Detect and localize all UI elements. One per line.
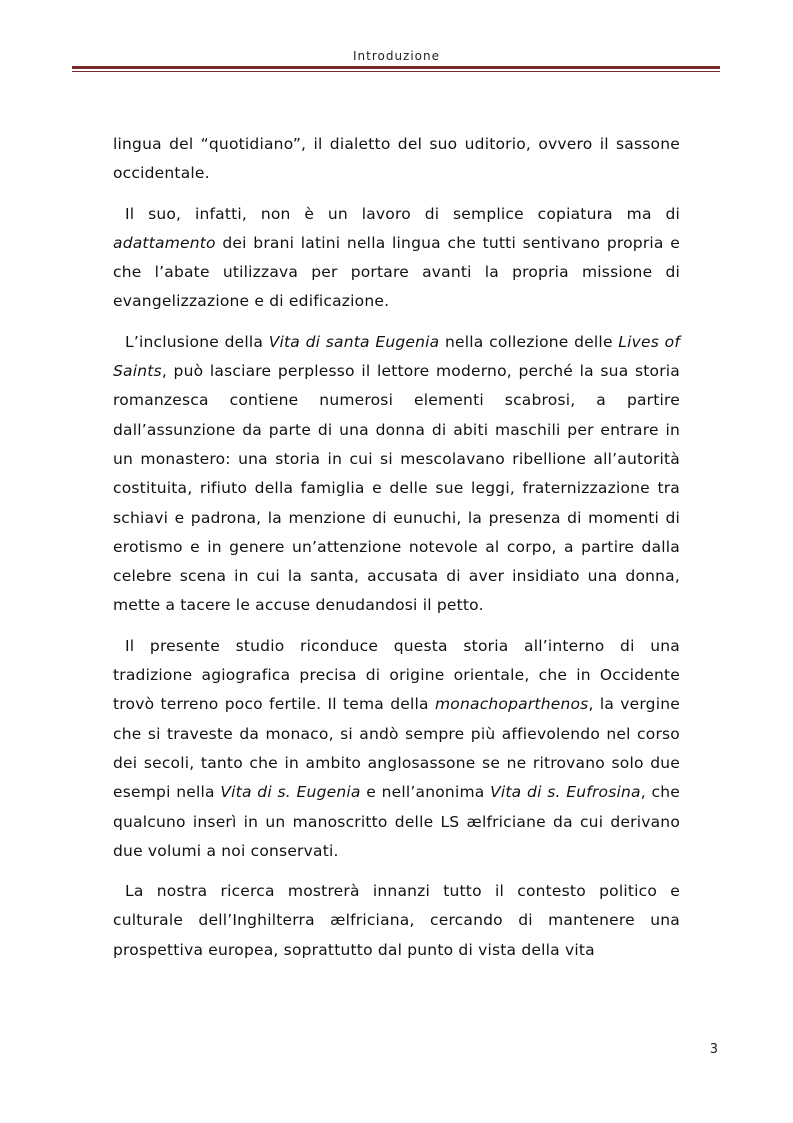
paragraph-3-italic-2: Lives of Saints bbox=[113, 332, 680, 381]
paragraph-4-italic-3: Vita di s. Eufrosina bbox=[490, 783, 641, 802]
paragraph-3 bbox=[113, 328, 680, 621]
paragraph-5-text: La nostra ricerca mostrerà innanzi tutto il contesto politico e culturale dell’Inghilterra ælfriciana, cercando di mantenere una prospettiva europea, soprattutto dal punto di vista della vita bbox=[113, 882, 680, 959]
paragraph-1 bbox=[113, 130, 680, 189]
page-header-title: Introduzione bbox=[352, 49, 441, 63]
paragraph-2 bbox=[113, 200, 680, 317]
page-number: 3 bbox=[709, 1042, 718, 1057]
paragraph-4-italic-2: Vita di s. Eugenia bbox=[220, 783, 361, 802]
header-rule-thick bbox=[72, 66, 720, 69]
paragraph-2-text-2: dei brani latini nella lingua che tutti sentivano propria e che l’abate utilizzava per portare avanti la propria missione di evangelizzazione e di edificazione. bbox=[113, 233, 680, 311]
paragraph-4-text-4: , che qualcuno inserì in un manoscritto delle LS ælfriciane da cui derivano due volumi a noi conservati. bbox=[113, 783, 680, 860]
paragraph-4-text-1: Il presente studio riconduce questa storia all’interno di una tradizione agiografica precisa di origine orientale, che in Occidente trovò terreno poco fertile. Il tema della bbox=[113, 636, 680, 714]
paragraph-2-text-1: Il suo, infatti, non è un lavoro di semplice copiatura ma di bbox=[125, 204, 680, 223]
paragraph-4-text-2: , la vergine che si traveste da monaco, si andò sempre più affievolendo nel corso dei secoli, tanto che in ambito anglosassone se ne ritrovano solo due esempi nella bbox=[113, 695, 680, 802]
header-rule-thin bbox=[72, 71, 720, 72]
paragraph-4 bbox=[113, 632, 680, 866]
paragraph-4-italic-1: monachoparthenos bbox=[434, 695, 589, 714]
body-text bbox=[113, 130, 680, 976]
paragraph-3-text-1: L’inclusione della bbox=[125, 332, 269, 351]
paragraph-3-text-2: nella collezione delle bbox=[439, 332, 619, 351]
paragraph-3-text-3: , può lasciare perplesso il lettore moderno, perché la sua storia romanzesca contiene numerosi elementi scabrosi, a partire dall’assunzione da parte di una donna di abiti maschili per entrare in un monastero: una storia in cui si mescolavano ribellione all’autorità costituita, rifiuto della famiglia e delle sue leggi, fraternizzazione tra schiavi e padrona, la menzione di eunuchi, la presenza di momenti di erotismo e in genere un’attenzione notevole al corpo, a partire dalla celebre scena in cui la santa, accusata di aver insidiato una donna, mette a tacere le accuse denudandosi il petto. bbox=[113, 362, 680, 615]
paragraph-2-italic-1: adattamento bbox=[113, 233, 216, 252]
paragraph-3-italic-1: Vita di santa Eugenia bbox=[268, 332, 440, 351]
paragraph-4-text-3: e nell’anonima bbox=[360, 783, 491, 802]
paragraph-1-text: lingua del “quotidiano”, il dialetto del suo uditorio, ovvero il sassone occidentale. bbox=[113, 135, 680, 183]
paragraph-5 bbox=[113, 877, 680, 965]
